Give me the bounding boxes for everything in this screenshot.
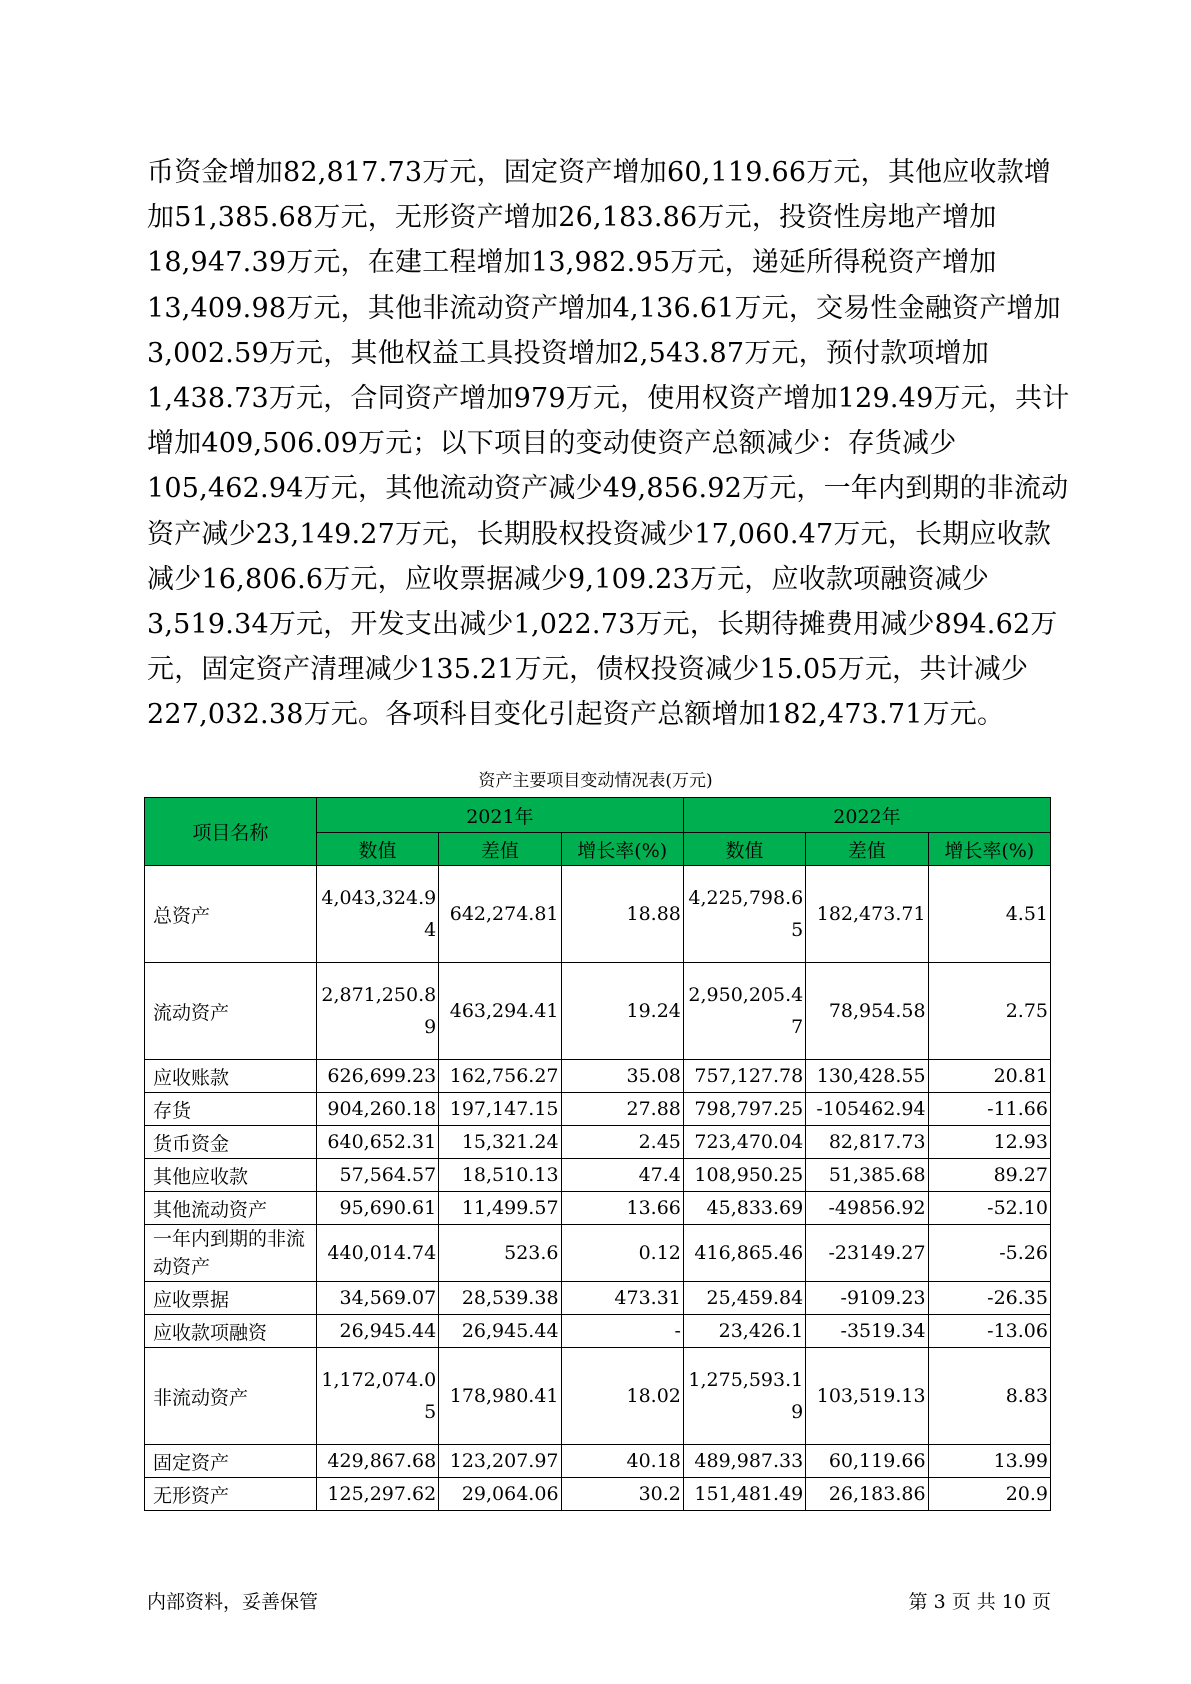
cell-value-2021: 626,699.23 (316, 1060, 438, 1093)
cell-value-2021: 95,690.61 (316, 1192, 438, 1225)
cell-rate-2021: 19.24 (561, 963, 683, 1060)
paragraph-line: 元，固定资产清理减少135.21万元，债权投资减少15.05万元，共计减少 (147, 654, 1029, 686)
cell-diff-2022: -49856.92 (806, 1192, 928, 1225)
paragraph-line: 13,409.98万元，其他非流动资产增加4,136.61万元，交易性金融资产增加 (147, 292, 1061, 324)
header-rate-2022: 增长率(%) (928, 833, 1050, 866)
cell-diff-2021: 28,539.38 (439, 1282, 561, 1315)
row-name: 固定资产 (145, 1445, 317, 1478)
body-paragraph (147, 150, 1070, 738)
cell-value-2022: 489,987.33 (683, 1445, 805, 1478)
cell-rate-2022: 20.81 (928, 1060, 1050, 1093)
cell-value-2022: 45,833.69 (683, 1192, 805, 1225)
cell-diff-2021: 162,756.27 (439, 1060, 561, 1093)
table-row (145, 1060, 1051, 1093)
cell-rate-2021: - (561, 1315, 683, 1348)
cell-rate-2022: -11.66 (928, 1093, 1050, 1126)
row-name: 无形资产 (145, 1478, 317, 1511)
table-row (145, 1225, 1051, 1282)
row-name: 总资产 (145, 866, 317, 963)
table-caption: 资产主要项目变动情况表(万元) (478, 771, 713, 791)
table-row (145, 1159, 1051, 1192)
cell-rate-2022: 12.93 (928, 1126, 1050, 1159)
header-rate-2021: 增长率(%) (561, 833, 683, 866)
cell-rate-2022: 89.27 (928, 1159, 1050, 1192)
cell-value-2021: 125,297.62 (316, 1478, 438, 1511)
row-name: 流动资产 (145, 963, 317, 1060)
cell-diff-2022: 60,119.66 (806, 1445, 928, 1478)
cell-diff-2021: 15,321.24 (439, 1126, 561, 1159)
cell-diff-2022: -23149.27 (806, 1225, 928, 1282)
cell-value-2021: 640,652.31 (316, 1126, 438, 1159)
header-diff-2021: 差值 (439, 833, 561, 866)
cell-value-2022: 4,225,798.65 (683, 866, 805, 963)
table-row (145, 1445, 1051, 1478)
cell-rate-2022: -52.10 (928, 1192, 1050, 1225)
cell-diff-2022: -9109.23 (806, 1282, 928, 1315)
cell-diff-2021: 197,147.15 (439, 1093, 561, 1126)
table-row (145, 1348, 1051, 1445)
cell-rate-2022: 13.99 (928, 1445, 1050, 1478)
cell-value-2021: 4,043,324.94 (316, 866, 438, 963)
row-name: 存货 (145, 1093, 317, 1126)
cell-rate-2022: -13.06 (928, 1315, 1050, 1348)
table-header-row (145, 798, 1051, 833)
cell-rate-2022: 8.83 (928, 1348, 1050, 1445)
row-name: 应收款项融资 (145, 1315, 317, 1348)
table-row (145, 1126, 1051, 1159)
header-year-2021: 2021年 (316, 798, 683, 833)
cell-diff-2022: 182,473.71 (806, 866, 928, 963)
cell-rate-2021: 13.66 (561, 1192, 683, 1225)
cell-value-2021: 34,569.07 (316, 1282, 438, 1315)
row-name: 其他应收款 (145, 1159, 317, 1192)
cell-value-2021: 57,564.57 (316, 1159, 438, 1192)
cell-diff-2022: 82,817.73 (806, 1126, 928, 1159)
paragraph-line: 3,519.34万元，开发支出减少1,022.73万元，长期待摊费用减少894.62万 (147, 609, 1058, 641)
cell-diff-2022: -3519.34 (806, 1315, 928, 1348)
table-row (145, 866, 1051, 963)
row-name: 应收账款 (145, 1060, 317, 1093)
cell-diff-2021: 11,499.57 (439, 1192, 561, 1225)
cell-rate-2022: 20.9 (928, 1478, 1050, 1511)
cell-rate-2021: 47.4 (561, 1159, 683, 1192)
cell-value-2021: 1,172,074.05 (316, 1348, 438, 1445)
cell-diff-2021: 178,980.41 (439, 1348, 561, 1445)
header-item-name: 项目名称 (145, 798, 317, 866)
cell-rate-2021: 2.45 (561, 1126, 683, 1159)
cell-diff-2022: -105462.94 (806, 1093, 928, 1126)
cell-value-2022: 798,797.25 (683, 1093, 805, 1126)
assets-change-table (144, 797, 1051, 1511)
cell-value-2022: 2,950,205.47 (683, 963, 805, 1060)
cell-rate-2022: -5.26 (928, 1225, 1050, 1282)
cell-rate-2022: -26.35 (928, 1282, 1050, 1315)
table-row (145, 1315, 1051, 1348)
paragraph-line: 币资金增加82,817.73万元，固定资产增加60,119.66万元，其他应收款增 (147, 157, 1052, 188)
cell-value-2021: 429,867.68 (316, 1445, 438, 1478)
cell-value-2022: 23,426.1 (683, 1315, 805, 1348)
cell-diff-2021: 642,274.81 (439, 866, 561, 963)
cell-diff-2022: 26,183.86 (806, 1478, 928, 1511)
cell-value-2022: 723,470.04 (683, 1126, 805, 1159)
cell-rate-2021: 0.12 (561, 1225, 683, 1282)
cell-value-2021: 2,871,250.89 (316, 963, 438, 1060)
header-diff-2022: 差值 (806, 833, 928, 866)
cell-value-2022: 757,127.78 (683, 1060, 805, 1093)
paragraph-line: 227,032.38万元。各项科目变化引起资产总额增加182,473.71万元。 (147, 699, 1005, 731)
cell-diff-2021: 18,510.13 (439, 1159, 561, 1192)
paragraph-line: 加51,385.68万元，无形资产增加26,183.86万元，投资性房地产增加 (147, 202, 997, 234)
cell-value-2022: 25,459.84 (683, 1282, 805, 1315)
table-row (145, 1093, 1051, 1126)
cell-value-2021: 26,945.44 (316, 1315, 438, 1348)
cell-value-2022: 151,481.49 (683, 1478, 805, 1511)
cell-rate-2021: 18.02 (561, 1348, 683, 1445)
cell-rate-2021: 30.2 (561, 1478, 683, 1511)
paragraph-line: 1,438.73万元，合同资产增加979万元，使用权资产增加129.49万元，共计 (147, 383, 1070, 415)
table-row (145, 1478, 1051, 1511)
cell-value-2022: 108,950.25 (683, 1159, 805, 1192)
cell-rate-2021: 35.08 (561, 1060, 683, 1093)
paragraph-line: 资产减少23,149.27万元，长期股权投资减少17,060.47万元，长期应收款 (147, 518, 1052, 550)
row-name: 货币资金 (145, 1126, 317, 1159)
cell-value-2021: 440,014.74 (316, 1225, 438, 1282)
footer-confidential-note: 内部资料，妥善保管 (147, 1591, 319, 1613)
row-name: 一年内到期的非流动资产 (145, 1225, 317, 1282)
paragraph-line: 105,462.94万元，其他流动资产减少49,856.92万元，一年内到期的非流动 (147, 473, 1069, 505)
cell-diff-2021: 26,945.44 (439, 1315, 561, 1348)
row-name: 其他流动资产 (145, 1192, 317, 1225)
row-name: 非流动资产 (145, 1348, 317, 1445)
cell-diff-2022: 78,954.58 (806, 963, 928, 1060)
paragraph-line: 增加409,506.09万元；以下项目的变动使资产总额减少：存货减少 (147, 428, 957, 460)
cell-rate-2021: 473.31 (561, 1282, 683, 1315)
paragraph-line: 18,947.39万元，在建工程增加13,982.95万元，递延所得税资产增加 (147, 247, 997, 279)
cell-rate-2021: 27.88 (561, 1093, 683, 1126)
cell-diff-2021: 123,207.97 (439, 1445, 561, 1478)
table-row (145, 963, 1051, 1060)
cell-diff-2022: 51,385.68 (806, 1159, 928, 1192)
cell-value-2022: 416,865.46 (683, 1225, 805, 1282)
cell-diff-2021: 29,064.06 (439, 1478, 561, 1511)
cell-diff-2022: 103,519.13 (806, 1348, 928, 1445)
cell-value-2022: 1,275,593.19 (683, 1348, 805, 1445)
cell-rate-2021: 18.88 (561, 866, 683, 963)
table-row (145, 1192, 1051, 1225)
cell-diff-2021: 523.6 (439, 1225, 561, 1282)
cell-diff-2021: 463,294.41 (439, 963, 561, 1060)
row-name: 应收票据 (145, 1282, 317, 1315)
table-row (145, 1282, 1051, 1315)
footer-page-number: 第 3 页 共 10 页 (908, 1591, 1051, 1613)
cell-rate-2022: 4.51 (928, 866, 1050, 963)
header-value-2021: 数值 (316, 833, 438, 866)
cell-rate-2022: 2.75 (928, 963, 1050, 1060)
cell-diff-2022: 130,428.55 (806, 1060, 928, 1093)
header-year-2022: 2022年 (683, 798, 1050, 833)
cell-value-2021: 904,260.18 (316, 1093, 438, 1126)
paragraph-line: 减少16,806.6万元，应收票据减少9,109.23万元，应收款项融资减少 (147, 563, 990, 595)
cell-rate-2021: 40.18 (561, 1445, 683, 1478)
header-value-2022: 数值 (683, 833, 805, 866)
paragraph-line: 3,002.59万元，其他权益工具投资增加2,543.87万元，预付款项增加 (147, 337, 990, 369)
